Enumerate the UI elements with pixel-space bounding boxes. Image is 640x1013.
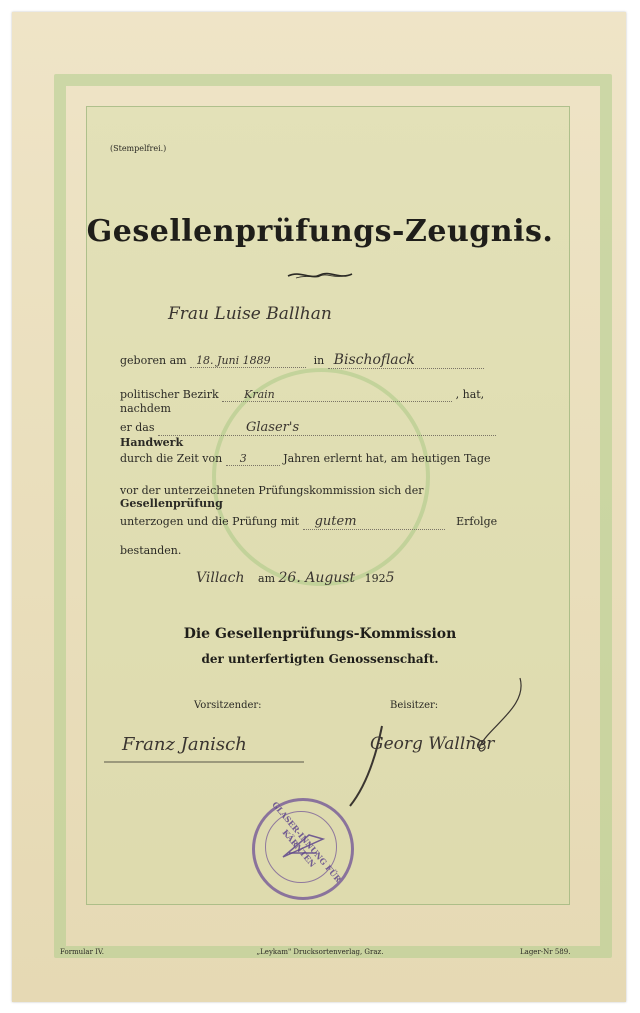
footer-form-number: Formular IV. xyxy=(60,948,104,956)
am-label: am xyxy=(258,572,276,585)
birth-place: Bischoflack xyxy=(328,352,484,369)
assessor-label: Beisitzer: xyxy=(390,700,439,711)
stamp-text: GLASER-INNUNG FÜR KÄRNTEN xyxy=(270,799,344,885)
trade-value: Glaser's xyxy=(158,420,496,436)
district-label: politischer Bezirk xyxy=(120,388,219,401)
district-value: Krain xyxy=(222,388,452,402)
assessor-flourish xyxy=(330,676,530,816)
bestanden-text: bestanden. xyxy=(120,544,182,557)
district-row xyxy=(120,388,518,415)
ornament-icon xyxy=(286,268,354,282)
place-date-row xyxy=(196,570,476,586)
vor-der: vor der unterzeichneten Prüfungskommission sich der xyxy=(120,484,424,497)
in-label: in xyxy=(313,354,325,367)
place-value: Villach xyxy=(196,570,245,586)
stempel-note: (Stempelfrei.) xyxy=(110,144,167,153)
chair-signature-line xyxy=(104,756,310,766)
erfolge-label: Erfolge xyxy=(456,515,498,528)
born-label: geboren am xyxy=(120,354,187,367)
hat-nachdem: , hat, nachdem xyxy=(120,388,485,415)
gesellenpruefung-word: Gesellenprüfung xyxy=(120,497,223,510)
footer-publisher: „Leykam" Drucksortenverlag, Graz. xyxy=(256,948,384,956)
grade-value: gutem xyxy=(303,514,445,530)
commission-subheading: der unterfertigten Genossenschaft. xyxy=(201,652,439,666)
date-value: 26. August xyxy=(278,570,356,586)
durch-zeit: durch die Zeit von xyxy=(120,452,223,465)
year-prefix: 192 xyxy=(364,572,386,585)
trade-row xyxy=(120,420,518,449)
commission-heading: Die Gesellenprüfungs-Kommission xyxy=(183,626,457,642)
commission-row xyxy=(120,484,518,510)
guild-stamp xyxy=(252,798,354,900)
years-value: 3 xyxy=(226,452,280,466)
grade-row xyxy=(120,514,518,530)
name-handwritten: Frau Luise Ballhan xyxy=(168,304,332,324)
jahren-text: Jahren erlernt hat, am heutigen Tage xyxy=(283,452,491,465)
born-row xyxy=(120,352,518,369)
er-das: er das xyxy=(120,421,155,434)
assessor-signature: Georg Wallner xyxy=(370,734,495,754)
unterzogen-text: unterzogen und die Prüfung mit xyxy=(120,515,300,528)
bestanden-row xyxy=(120,544,518,557)
chair-label: Vorsitzender: xyxy=(194,700,262,711)
chair-signature: Franz Janisch xyxy=(122,734,247,755)
birth-date: 18. Juni 1889 xyxy=(190,354,306,368)
duration-row xyxy=(120,452,518,466)
handwerk-label: Handwerk xyxy=(120,436,184,449)
certificate-title: Gesellenprüfungs-Zeugnis. xyxy=(86,214,554,249)
footer-stock-number: Lager-Nr 589. xyxy=(520,948,571,956)
year-suffix: 5 xyxy=(385,570,395,586)
